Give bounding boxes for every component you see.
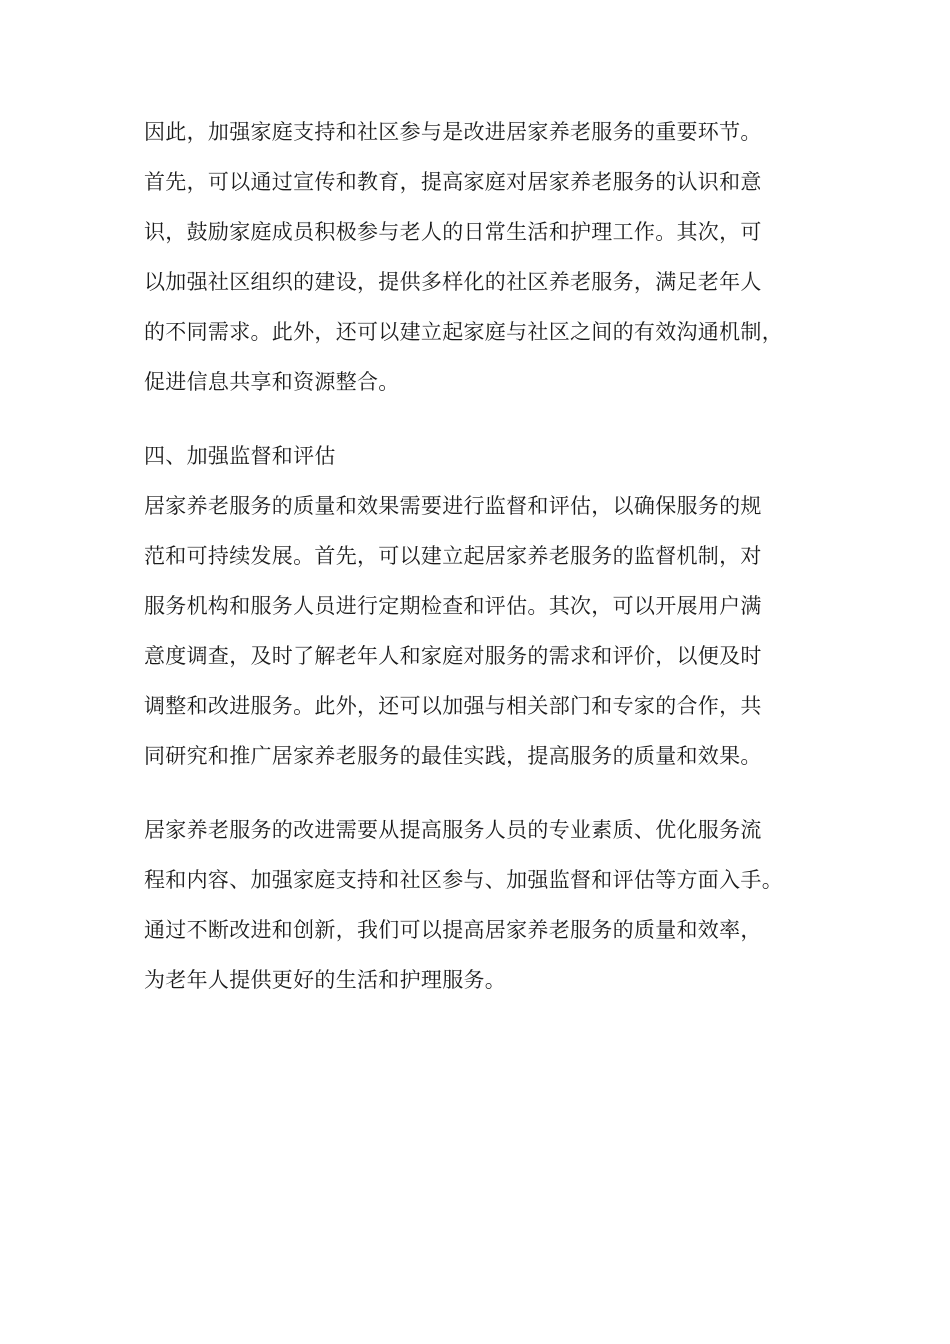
paragraph-1-line-5: 的不同需求。此外，还可以建立起家庭与社区之间的有效沟通机制， [144, 320, 783, 344]
paragraph-2-line-3: 服务机构和服务人员进行定期检查和评估。其次，可以开展用户满 [144, 594, 762, 618]
paragraph-2-line-4: 意度调查，及时了解老年人和家庭对服务的需求和评价，以便及时 [144, 644, 762, 668]
paragraph-2-line-5: 调整和改进服务。此外，还可以加强与相关部门和专家的合作，共 [144, 694, 762, 718]
paragraph-3-line-2: 程和内容、加强家庭支持和社区参与、加强监督和评估等方面入手。 [144, 868, 783, 892]
paragraph-2-line-1: 居家养老服务的质量和效果需要进行监督和评估，以确保服务的规 [144, 494, 762, 518]
paragraph-1-line-3: 识，鼓励家庭成员积极参与老人的日常生活和护理工作。其次，可 [144, 220, 762, 244]
paragraph-1-line-2: 首先，可以通过宣传和教育，提高家庭对居家养老服务的认识和意 [144, 170, 762, 194]
paragraph-1-line-4: 以加强社区组织的建设，提供多样化的社区养老服务，满足老年人 [144, 270, 762, 294]
paragraph-2-line-2: 范和可持续发展。首先，可以建立起居家养老服务的监督机制，对 [144, 544, 762, 568]
paragraph-3-line-3: 通过不断改进和创新，我们可以提高居家养老服务的质量和效率， [144, 918, 762, 942]
paragraph-3-line-4: 为老年人提供更好的生活和护理服务。 [144, 968, 507, 992]
paragraph-1-line-6: 促进信息共享和资源整合。 [144, 370, 400, 394]
paragraph-1-line-1: 因此，加强家庭支持和社区参与是改进居家养老服务的重要环节。 [144, 120, 762, 144]
paragraph-3-line-1: 居家养老服务的改进需要从提高服务人员的专业素质、优化服务流 [144, 818, 762, 842]
paragraph-2-line-6: 同研究和推广居家养老服务的最佳实践，提高服务的质量和效果。 [144, 744, 762, 768]
section-heading: 四、加强监督和评估 [144, 444, 336, 468]
